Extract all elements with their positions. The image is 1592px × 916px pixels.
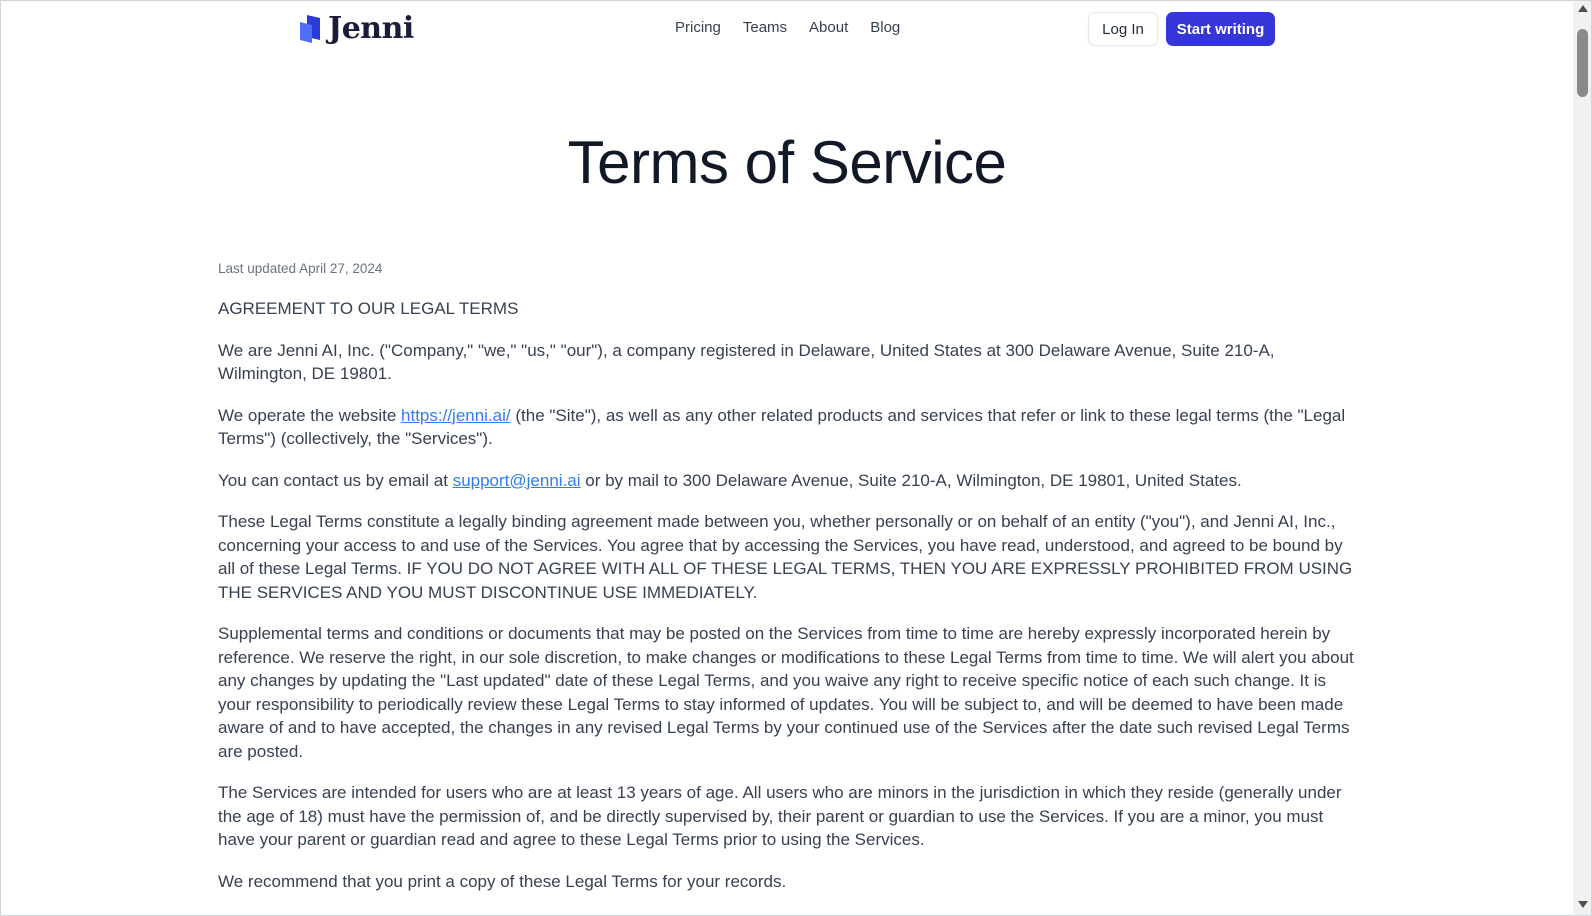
page-title: Terms of Service xyxy=(567,129,1007,196)
contact-paragraph xyxy=(218,469,1358,493)
scroll-up-arrow-icon[interactable] xyxy=(1578,5,1588,12)
brand-logo-link[interactable] xyxy=(298,13,414,45)
support-email-link[interactable]: support@jenni.ai xyxy=(452,470,581,490)
age-requirement-paragraph: The Services are intended for users who are at least 13 years of age. All users who are minors in the jurisdiction in which they reside (generally under the age of 18) must have the permission of, and be directly supervised by, their parent or guardian to use the Services. If you are a minor, you must have your parent or guardian read and agree to these Legal Terms prior to using the Services. xyxy=(218,783,1342,849)
scroll-thumb[interactable] xyxy=(1577,29,1588,97)
print-copy-paragraph: We recommend that you print a copy of these Legal Terms for your records. xyxy=(218,871,787,891)
nav-blog[interactable]: Blog xyxy=(870,19,901,36)
website-text-after: (the "Site"), as well as any other related products and services that refer or link to these legal terms (the "Legal Terms") (collectively, the "Services"). xyxy=(218,405,1346,448)
start-writing-button[interactable]: Start writing xyxy=(1166,12,1275,46)
login-button[interactable]: Log In xyxy=(1088,12,1158,46)
terms-content xyxy=(218,259,1358,911)
nav-pricing[interactable]: Pricing xyxy=(675,19,721,36)
company-paragraph: We are Jenni AI, Inc. ("Company," "we," "us," "our"), a company registered in Delaware, United States at 300 Delaware Avenue, Suite 210-A, Wilmington, DE 19801. xyxy=(218,340,1275,383)
supplemental-terms-paragraph: Supplemental terms and conditions or documents that may be posted on the Services from time to time are hereby expressly incorporated herein by reference. We reserve the right, in our sole discretion, to make changes or modifications to these Legal Terms from time to time. We will alert you about any changes by updating the "Last updated" date of these Legal Terms, and you waive any right to receive specific notice of each such change. It is your responsibility to periodically review these Legal Terms to stay informed of updates. You will be subject to, and will be deemed to have been made aware of and to have accepted, the changes in any revised Legal Terms by your continued use of the Services after the date such revised Legal Terms are posted. xyxy=(218,624,1354,761)
vertical-scrollbar[interactable] xyxy=(1573,1,1592,916)
scroll-down-arrow-icon[interactable] xyxy=(1578,901,1588,908)
contact-text-before: You can contact us by email at xyxy=(218,470,453,490)
nav-teams[interactable]: Teams xyxy=(742,19,788,36)
main-nav xyxy=(675,19,900,36)
website-paragraph xyxy=(218,404,1358,451)
jenni-logo-icon xyxy=(298,14,322,44)
nav-about[interactable]: About xyxy=(809,19,849,36)
contact-text-after: or by mail to 300 Delaware Avenue, Suite 210-A, Wilmington, DE 19801, United States. xyxy=(580,470,1242,490)
site-header xyxy=(1,1,1573,57)
brand-name: Jenni xyxy=(328,11,414,46)
last-updated: Last updated April 27, 2024 xyxy=(218,261,383,276)
agreement-heading: AGREEMENT TO OUR LEGAL TERMS xyxy=(218,299,519,318)
site-link[interactable]: https://jenni.ai/ xyxy=(401,405,511,425)
binding-agreement-paragraph: These Legal Terms constitute a legally binding agreement made between you, whether personally or on behalf of an entity ("you"), and Jenni AI, Inc., concerning your access to and use of the Services. You agree that by accessing the Services, you have read, understood, and agreed to be bound by all of these Legal Terms. IF YOU DO NOT AGREE WITH ALL OF THESE LEGAL TERMS, THEN YOU ARE EXPRESSLY PROHIBITED FROM USING THE SERVICES AND YOU MUST DISCONTINUE USE IMMEDIATELY. xyxy=(218,512,1353,602)
website-text-before: We operate the website xyxy=(218,405,402,425)
